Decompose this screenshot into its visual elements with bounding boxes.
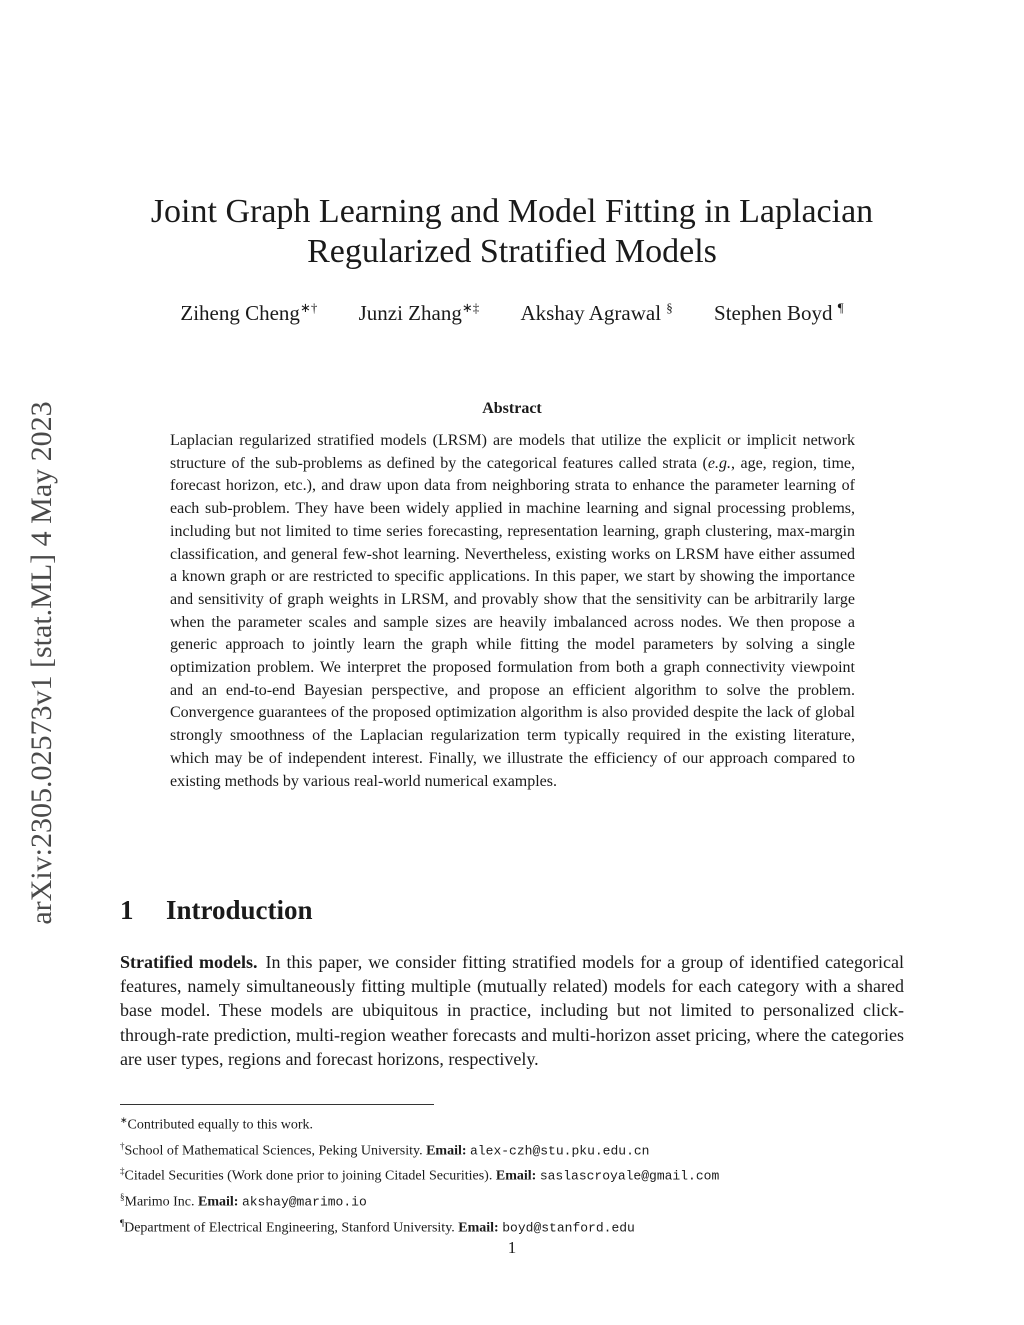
footnote-email-label: Email: [426,1143,467,1159]
author-affiliation-mark: ∗‡ [461,300,480,315]
author-name: Akshay Agrawal [520,301,662,325]
abstract-eg: e.g. [707,454,731,472]
author-name: Junzi Zhang [358,301,462,325]
footnote [120,1213,920,1239]
footnote-mark: ∗ [120,1115,128,1125]
author [180,300,317,326]
author-affiliation-mark: § [666,300,673,315]
author-affiliation-mark: ¶ [837,300,844,315]
author-list [0,300,1024,326]
footnote [120,1161,920,1187]
author [359,300,480,326]
footnote-mark: † [120,1140,125,1151]
footnote-email: saslascroyale@gmail.com [539,1168,720,1184]
abstract-text-part: , age, region, time, forecast horizon, etc.), and draw upon data from neighboring strata to enhance the parameter learning of each sub-problem. They have been widely applied in machine learning and signal processing problems, including but not limited to time series forecasting, representation learning, graph clustering, max-margin classification, and general few-shot learning. Nevertheless, existing works on LRSM have either assumed a known graph or are restricted to specific applications. In this paper, we start by showing the importance and sensitivity of graph weights in LRSM, and provably show that the sensitivity can be arbitrarily large when the parameter scales and sample sizes are heavily imbalanced across nodes. We then propose a generic approach to jointly learn the graph while fitting the model parameters by solving a single optimization problem. We interpret the proposed formulation from both a graph connectivity viewpoint and an end-to-end Bayesian perspective, and propose an efficient algorithm to solve the problem. Convergence guarantees of the proposed optimization algorithm is also provided despite the lack of global strongly smoothness of the Laplacian regularization term typically required in the existing literature, which may be of independent interest. Finally, we illustrate the efficiency of our approach compared to existing methods by various real-world numerical examples. [170,454,856,790]
abstract-heading: Abstract [482,400,542,417]
author [520,300,672,326]
author [714,300,844,326]
footnote-text: Department of Electrical Engineering, Stanford University. [124,1220,459,1236]
footnote-mark: ¶ [120,1217,125,1228]
footnote-mark: ‡ [120,1166,125,1177]
paragraph-runin-heading: Stratified models. [120,952,258,972]
footnote-email: alex-czh@stu.pku.edu.cn [470,1143,650,1159]
footnote-text: Marimo Inc. [124,1194,198,1210]
footnote-email: boyd@stanford.edu [502,1220,635,1236]
footnote [120,1187,920,1213]
footnote [120,1136,920,1162]
footnote-text: Contributed equally to this work. [127,1117,314,1133]
paper-title [110,192,914,272]
arxiv-identifier: arXiv:2305.02573v1 [stat.ML] 4 May 2023 [25,401,58,925]
section-heading [120,895,313,926]
author-name: Stephen Boyd [714,301,833,325]
footnote-text: Citadel Securities (Work done prior to joining Citadel Securities). [124,1168,496,1184]
author-name: Ziheng Cheng [180,301,300,325]
footnote-text: School of Mathematical Sciences, Peking University. [124,1143,427,1159]
footnote-rule [120,1104,434,1105]
footnote-email-label: Email: [197,1194,239,1210]
abstract-text [170,430,855,793]
paragraph-text: In this paper, we consider fitting stratified models for a group of identified categorical features, namely simultaneously fitting multiple (mutually related) models for each category with a shared base model. These models are ubiquitous in practice, including but not limited to personalized click-through-rate prediction, multi-region weather forecasts and multi-horizon asset pricing, where the categories are user types, regions and forecast horizons, respectively. [120,952,905,1069]
intro-paragraph [120,950,904,1071]
footnote [120,1110,920,1136]
footnote-email-label: Email: [495,1168,537,1184]
paper-title-line-2: Regularized Stratified Models [307,233,717,270]
section-number: 1 [120,895,134,925]
author-affiliation-mark: ∗† [299,300,318,315]
footnote-email-label: Email: [458,1220,499,1236]
footnote-mark: § [120,1191,125,1202]
abstract-text-part: Laplacian regularized stratified models (LRSM) are models that utilize the explicit or implicit network structure of the sub-problems as defined by the categorical features called strata ( [170,432,855,472]
section-title: Introduction [166,895,313,925]
footnotes [120,1110,920,1238]
page-number: 1 [507,1238,517,1257]
footnote-email: akshay@marimo.io [241,1194,367,1210]
paper-title-line-1: Joint Graph Learning and Model Fitting in Laplacian [150,193,874,230]
